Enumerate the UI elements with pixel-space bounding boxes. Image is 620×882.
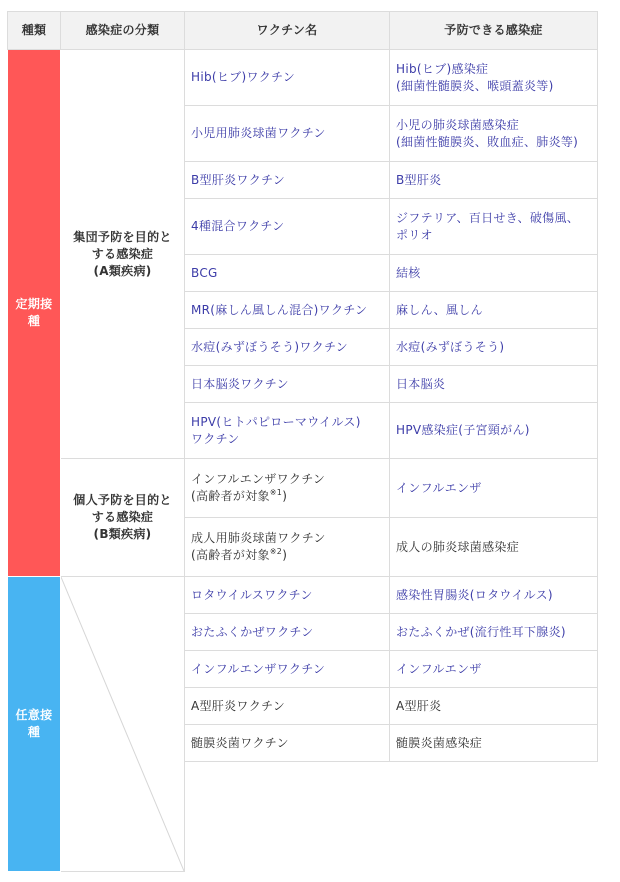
vaccine-mr: MR(麻しん風しん混合)ワクチン (185, 292, 390, 329)
vaccine-bcg: BCG (185, 255, 390, 292)
vaccine-varicella: 水痘(みずぼうそう)ワクチン (185, 329, 390, 366)
vaccine-mumps: おたふくかぜワクチン (185, 614, 390, 651)
disease-4-combination: ジフテリア、百日せき、破傷風、 ポリオ (390, 199, 598, 255)
empty-disease-cell (390, 762, 598, 872)
table-row (8, 459, 598, 518)
disease-pneumococcal-child: 小児の肺炎球菌感染症 (細菌性髄膜炎、敗血症、肺炎等) (390, 106, 598, 162)
disease-pneumococcal-adult: 成人の肺炎球菌感染症 (390, 518, 598, 577)
header-category: 感染症の分類 (61, 12, 185, 50)
vaccine-meningococcal: 髄膜炎菌ワクチン (185, 725, 390, 762)
disease-influenza-elderly: インフルエンザ (390, 459, 598, 518)
voluntary-kind-label: 任意接 (15, 708, 53, 722)
routine-kind-cell (8, 50, 61, 577)
group-a-line: (A類疾病) (93, 263, 152, 278)
header-row (8, 12, 598, 50)
disease-meningococcal: 髄膜炎菌感染症 (390, 725, 598, 762)
vaccine-table-container (7, 11, 597, 872)
table-row (8, 50, 598, 106)
disease-hib: Hib(ヒブ)感染症 (細菌性髄膜炎、喉頭蓋炎等) (390, 50, 598, 106)
disease-mumps: おたふくかぜ(流行性耳下腺炎) (390, 614, 598, 651)
vaccine-hib: Hib(ヒブ)ワクチン (185, 50, 390, 106)
vaccine-hepatitis-a: A型肝炎ワクチン (185, 688, 390, 725)
disease-hepatitis-a: A型肝炎 (390, 688, 598, 725)
group-b-category (61, 459, 185, 577)
disease-rotavirus: 感染性胃腸炎(ロタウイルス) (390, 577, 598, 614)
vaccine-pneumococcal-child: 小児用肺炎球菌ワクチン (185, 106, 390, 162)
vaccine-4-combination: 4種混合ワクチン (185, 199, 390, 255)
vaccine-pneumococcal-adult: 成人用肺炎球菌ワクチン (高齢者が対象$^{※2}$) (185, 518, 390, 577)
voluntary-kind-cell (8, 577, 61, 872)
disease-measles-rubella: 麻しん、風しん (390, 292, 598, 329)
routine-kind-label: 定期接 (15, 297, 53, 311)
footnote-mark: ※2 (269, 547, 283, 556)
disease-hepatitis-b: B型肝炎 (390, 162, 598, 199)
routine-kind-label: 種 (27, 314, 41, 328)
voluntary-kind-label: 種 (27, 725, 41, 739)
group-b-line: 個人予防を目的と (73, 493, 172, 507)
vaccine-influenza: インフルエンザワクチン (185, 651, 390, 688)
disease-varicella: 水痘(みずぼうそう) (390, 329, 598, 366)
footnote-mark: ※1 (269, 488, 283, 497)
empty-vaccine-cell (185, 762, 390, 872)
group-a-line: 集団予防を目的と (73, 229, 172, 244)
group-b-line: する感染症 (91, 510, 154, 524)
vaccine-table (7, 11, 598, 872)
table-row (8, 577, 598, 614)
vaccine-hpv: HPV(ヒトパピローマウイルス) ワクチン (185, 403, 390, 459)
header-vaccine: ワクチン名 (185, 12, 390, 50)
elderly-note: (高齢者が対象$^{※2}$) (191, 547, 288, 562)
disease-japanese-encephalitis: 日本脳炎 (390, 366, 598, 403)
vaccine-japanese-encephalitis: 日本脳炎ワクチン (185, 366, 390, 403)
vaccine-influenza-elderly: インフルエンザワクチン (高齢者が対象$^{※1}$) (185, 459, 390, 518)
vaccine-rotavirus: ロタウイルスワクチン (185, 577, 390, 614)
vaccine-hepatitis-b: B型肝炎ワクチン (185, 162, 390, 199)
empty-category-cell (61, 577, 185, 872)
group-a-line: する感染症 (91, 246, 154, 261)
disease-hpv: HPV感染症(子宮頸がん) (390, 403, 598, 459)
group-a-category (61, 50, 185, 459)
elderly-note: (高齢者が対象$^{※1}$) (191, 488, 288, 503)
disease-tuberculosis: 結核 (390, 255, 598, 292)
header-disease: 予防できる感染症 (390, 12, 598, 50)
header-kind: 種類 (8, 12, 61, 50)
disease-influenza: インフルエンザ (390, 651, 598, 688)
diagonal-line (61, 577, 184, 871)
group-b-line: (B類疾病) (93, 527, 152, 541)
